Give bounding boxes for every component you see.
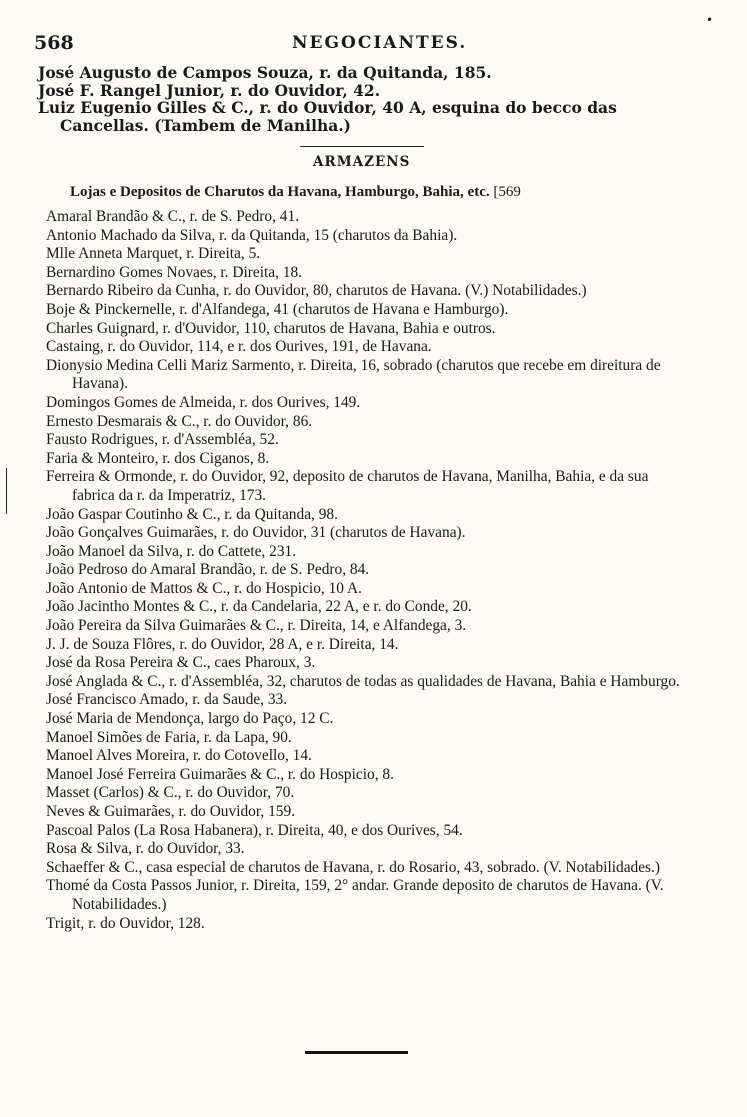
margin-mark bbox=[6, 468, 7, 514]
list-item: Domingos Gomes de Almeida, r. dos Ourives, 149. bbox=[46, 393, 361, 411]
list-item: Charles Guignard, r. d'Ouvidor, 110, charutos de Havana, Bahia e outros. bbox=[46, 319, 496, 337]
list-item: Fausto Rodrigues, r. d'Assembléa, 52. bbox=[46, 431, 279, 449]
list-item: Dionysio Medina Celli Mariz Sarmento, r. Direita, 16, sobrado (charutos que recebe em direitura de Havana). bbox=[46, 356, 661, 393]
list-item: Rosa & Silva, r. do Ouvidor, 33. bbox=[46, 840, 245, 858]
list-item: João Jacintho Montes & C., r. da Candelaria, 22 A, e r. do Conde, 20. bbox=[46, 598, 472, 616]
list-item: Pascoal Palos (La Rosa Habanera), r. Direita, 40, e dos Ourives, 54. bbox=[46, 821, 463, 839]
list-item: Manoel Alves Moreira, r. do Cotovello, 14. bbox=[46, 747, 312, 765]
list-item: Trigit, r. do Ouvidor, 128. bbox=[46, 914, 205, 932]
page-number: 568 bbox=[34, 32, 74, 54]
list-item: Faria & Monteiro, r. dos Ciganos, 8. bbox=[46, 449, 270, 467]
list-item: Mlle Anneta Marquet, r. Direita, 5. bbox=[46, 245, 261, 263]
list-item: José da Rosa Pereira & C., caes Pharoux, 3. bbox=[46, 654, 316, 672]
list-item: Neves & Guimarães, r. do Ouvidor, 159. bbox=[46, 803, 296, 820]
running-title: NEGOCIANTES. bbox=[292, 33, 468, 53]
end-rule bbox=[305, 1051, 408, 1054]
continued-entry: Luiz Eugenio Gilles & C., r. do Ouvidor, 40 A, esquina do becco das Cancellas. (Tambem de Manilha.) bbox=[38, 98, 617, 135]
list-item: Antonio Machado da Silva, r. da Quitanda, 15 (charutos da Bahia). bbox=[46, 226, 458, 244]
section-subtitle bbox=[70, 184, 710, 201]
list-item: Boje & Pinckernelle, r. d'Alfandega, 41 (charutos de Havana e Hamburgo). bbox=[46, 300, 509, 318]
list-item: João Pereira da Silva Guimarães & C., r. Direita, 14, e Alfandega, 3. bbox=[46, 617, 467, 635]
list-item: Bernardino Gomes Novaes, r. Direita, 18. bbox=[46, 263, 303, 281]
list-item: Manoel Simões de Faria, r. da Lapa, 90. bbox=[46, 728, 292, 746]
continued-entry: José F. Rangel Junior, r. do Ouvidor, 42. bbox=[38, 80, 381, 100]
list-item: Amaral Brandão & C., r. de S. Pedro, 41. bbox=[46, 208, 300, 225]
list-item: João Pedroso do Amaral Brandão, r. de S. Pedro, 84. bbox=[46, 561, 370, 579]
list-item: José Maria de Mendonça, largo do Paço, 12 C. bbox=[46, 710, 334, 728]
corner-mark: • bbox=[706, 13, 714, 27]
list-item: João Antonio de Mattos & C., r. do Hospicio, 10 A. bbox=[46, 579, 362, 597]
list-item: José Anglada & C., r. d'Assembléa, 32, charutos de todas as qualidades de Havana, Bahia e Hamburgo. bbox=[46, 672, 680, 690]
page-header bbox=[30, 32, 710, 58]
list-item: Masset (Carlos) & C., r. do Ouvidor, 70. bbox=[46, 784, 295, 802]
subtitle-page-ref: [569 bbox=[493, 184, 521, 200]
section-title: ARMAZENS bbox=[313, 154, 411, 170]
list-item: J. J. de Souza Flôres, r. do Ouvidor, 28 A, e r. Direita, 14. bbox=[46, 635, 399, 653]
list-item: Schaeffer & C., casa especial de charutos de Havana, r. do Rosario, 43, sobrado. (V. Notabilidades.) bbox=[46, 858, 661, 876]
section-divider bbox=[300, 146, 424, 147]
list-item: Thomé da Costa Passos Junior, r. Direita, 159, 2° andar. Grande deposito de charutos de Havana. (V. Notabilidades.) bbox=[46, 877, 664, 913]
list-item: José Francisco Amado, r. da Saude, 33. bbox=[46, 691, 288, 709]
list-item: João Gaspar Coutinho & C., r. da Quitanda, 98. bbox=[46, 505, 338, 523]
list-item: João Gonçalves Guimarães, r. do Ouvidor, 31 (charutos de Havana). bbox=[46, 524, 466, 542]
continued-entries bbox=[38, 64, 708, 134]
entry-list bbox=[46, 208, 694, 933]
list-item: Bernardo Ribeiro da Cunha, r. do Ouvidor, 80, charutos de Havana. (V.) Notabilidades.) bbox=[46, 282, 587, 300]
list-item: Ferreira & Ormonde, r. do Ouvidor, 92, deposito de charutos de Havana, Manilha, Bahia, e da sua fabrica da r. da Imperatriz, 173. bbox=[46, 468, 649, 504]
continued-entry: José Augusto de Campos Souza, r. da Quitanda, 185. bbox=[38, 63, 492, 82]
list-item: Ernesto Desmarais & C., r. do Ouvidor, 86. bbox=[46, 412, 313, 430]
list-item: Manoel José Ferreira Guimarães & C., r. do Hospicio, 8. bbox=[46, 765, 394, 783]
list-item: João Manoel da Silva, r. do Cattete, 231. bbox=[46, 542, 297, 560]
subtitle-text: Lojas e Depositos de Charutos da Havana, Hamburgo, Bahia, etc. bbox=[70, 184, 490, 200]
list-item: Castaing, r. do Ouvidor, 114, e r. dos Ourives, 191, de Havana. bbox=[46, 338, 432, 356]
